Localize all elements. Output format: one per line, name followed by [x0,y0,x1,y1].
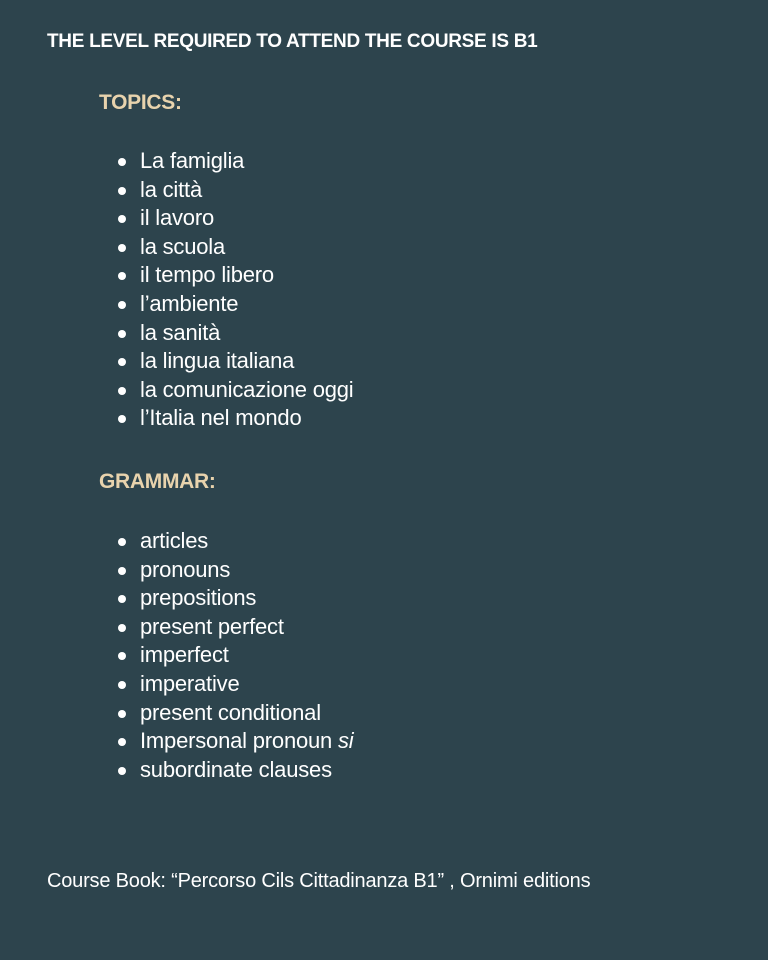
bullet-icon [118,595,126,603]
topic-label: La famiglia [140,148,245,173]
grammar-label: imperative [140,670,240,696]
bullet-icon [118,681,126,689]
grammar-label: prepositions [140,585,257,611]
list-item [117,756,354,785]
list-item [117,261,354,290]
course-book-note: Course Book: “Percorso Cils Cittadinanza B1” , Ornimi editions [47,870,591,892]
bullet-icon [118,387,126,395]
bullet-icon [118,652,126,660]
grammar-label: imperfect [140,642,229,668]
topic-label: la città [140,176,202,202]
topics-list [117,147,354,433]
grammar-list [117,527,354,784]
list-item [117,319,354,348]
list-item [117,404,354,433]
grammar-label: present conditional [140,699,321,725]
list-item [117,290,354,319]
bullet-icon [118,415,126,423]
bullet-icon [118,358,126,366]
topic-label: il lavoro [140,205,215,231]
list-item [117,727,354,756]
list-item [117,233,354,262]
bullet-icon [118,301,126,309]
topic-label: la sanità [140,319,221,345]
topics-title: TOPICS: [99,91,182,114]
bullet-icon [118,244,126,252]
topic-label: l’ambiente [140,290,239,316]
page-heading: THE LEVEL REQUIRED TO ATTEND THE COURSE IS B1 [47,31,538,52]
bullet-icon [118,767,126,775]
bullet-icon [118,330,126,338]
list-item [117,613,354,642]
bullet-icon [118,158,126,166]
topic-label: la lingua italiana [140,348,295,374]
bullet-icon [118,215,126,223]
list-item [117,670,354,699]
bullet-icon [118,538,126,546]
bullet-icon [118,738,126,746]
topic-label: la scuola [140,233,226,259]
list-item [117,641,354,670]
topic-label: il tempo libero [140,262,274,288]
bullet-icon [118,187,126,195]
list-item [117,556,354,585]
topic-label: l’Italia nel mondo [140,405,302,431]
bullet-icon [118,272,126,280]
list-item [117,584,354,613]
grammar-label: subordinate clauses [140,756,332,782]
grammar-label: articles [140,528,209,553]
bullet-icon [118,567,126,575]
list-item [117,176,354,205]
bullet-icon [118,710,126,718]
topic-label: la comunicazione oggi [140,376,354,402]
grammar-label: present perfect [140,613,284,639]
list-item [117,527,354,556]
list-item [117,699,354,728]
grammar-title: GRAMMAR: [99,470,216,493]
list-item [117,147,354,176]
list-item [117,204,354,233]
list-item [117,376,354,405]
grammar-emphasis: si [338,728,354,754]
grammar-label: pronouns [140,556,231,582]
list-item [117,347,354,376]
bullet-icon [118,624,126,632]
grammar-label: Impersonal pronoun [140,728,338,754]
